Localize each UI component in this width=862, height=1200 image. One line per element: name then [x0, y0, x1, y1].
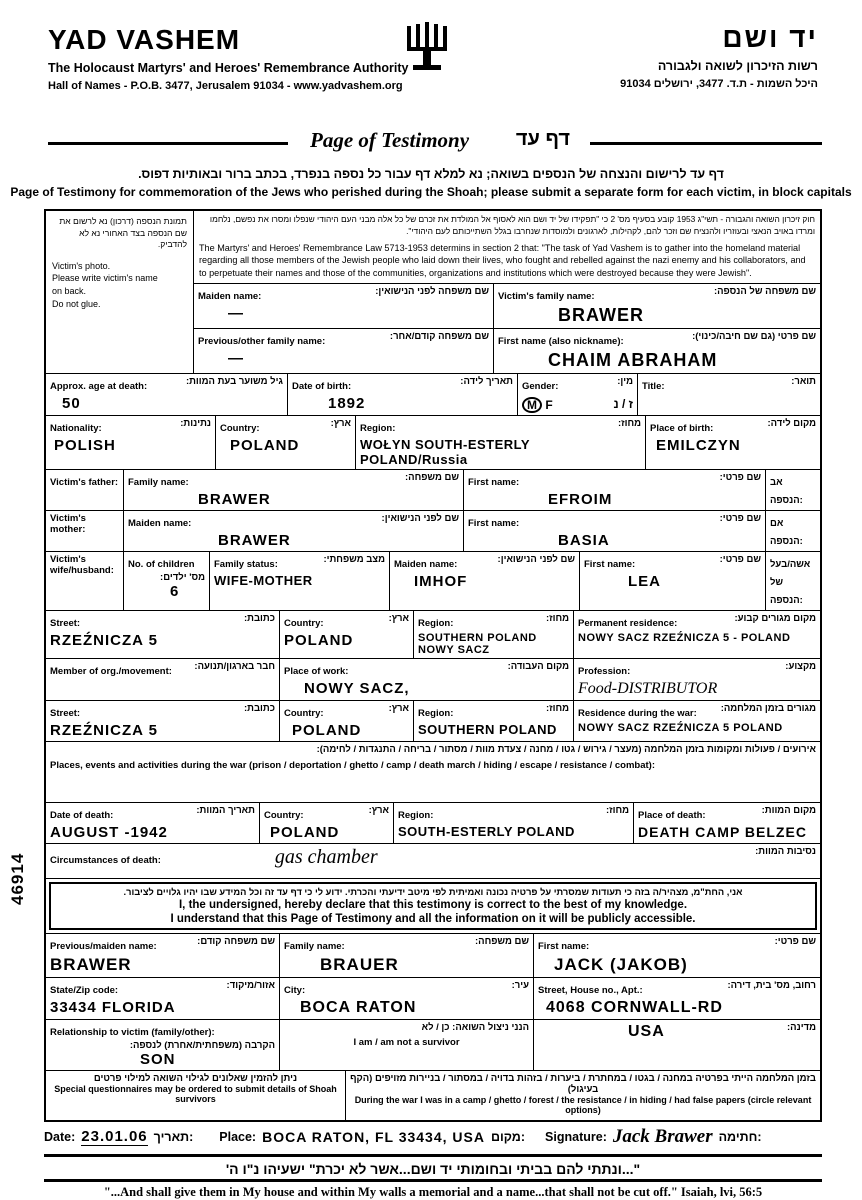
submitter-country-field[interactable] [534, 1020, 820, 1070]
region-value: WOŁYN SOUTH-ESTERLY POLAND/Russia [360, 437, 530, 468]
date-of-birth-label-he: תאריך לידה: [460, 375, 513, 387]
organization-name-en: YAD VASHEM [48, 24, 241, 55]
date-of-death-field[interactable] [46, 803, 260, 843]
gender-option-female[interactable]: F [545, 397, 553, 412]
war-experience-en: During the war I was in a camp / ghetto / forest / the resistance / in hiding / had false papers (circle relevant options) [354, 1095, 812, 1116]
title-label-he: תואר: [791, 375, 816, 387]
place-of-work-value: NOWY SACZ, [304, 680, 410, 698]
submitter-city-label-he: עיר: [511, 980, 529, 992]
previous-family-name-value: — [228, 349, 244, 367]
family-status-value: WIFE-MOTHER [214, 573, 313, 589]
place-of-death-label-en: Place of death: [638, 810, 706, 822]
country-war-label-en: Country: [284, 708, 324, 720]
residence-war-label-en: Residence during the war: [578, 708, 697, 720]
place-of-birth-label-en: Place of birth: [650, 423, 714, 435]
photo-instruction-line-1: Victim's photo. [52, 260, 111, 271]
row-questionnaire-war [46, 1071, 820, 1120]
submitter-family-name-label-en: Family name: [284, 941, 345, 953]
victim-family-name-label-en: Victim's family name: [498, 290, 595, 302]
street-war-value: RZEŹNICZA 5 [50, 722, 158, 740]
victim-first-name-field[interactable] [494, 329, 820, 373]
residence-war-value: NOWY SACZ RZEŹNICZA 5 POLAND [578, 722, 783, 735]
place-of-birth-field[interactable] [646, 416, 820, 469]
place-of-death-label-he: מקום המוות: [761, 805, 816, 817]
region-permanent-value: SOUTHERN POLAND NOWY SACZ [418, 632, 537, 657]
title-rule-right [590, 142, 822, 145]
place-of-work-label-en: Place of work: [284, 666, 349, 678]
region-war-label-he: מחוז: [545, 703, 569, 715]
street-permanent-value: RZEŹNICZA 5 [50, 632, 158, 650]
submitter-country-label-he: מדינה: [787, 1022, 816, 1034]
maiden-name-label-en: Maiden name: [198, 290, 262, 302]
header-english-block [48, 24, 408, 92]
father-row-label-en [46, 470, 124, 510]
row-relationship-survivor [46, 1020, 820, 1071]
residence-war-field[interactable] [574, 701, 820, 741]
submitter-family-name-label-he: שם משפחה: [474, 936, 529, 948]
street-permanent-label-en: Street: [50, 618, 81, 630]
place-of-work-field[interactable] [280, 659, 574, 700]
submitter-street-label-he: רחוב, מס' בית, דירה: [727, 980, 816, 992]
header-hebrew-block [620, 22, 818, 90]
date-of-death-label-en: Date of death: [50, 810, 114, 822]
children-count-field[interactable] [124, 552, 210, 610]
country-of-death-field[interactable] [260, 803, 394, 843]
street-war-field[interactable] [46, 701, 280, 741]
circumstances-label-en: Circumstances of death: [50, 855, 161, 867]
submitter-state-zip-value: 33434 FLORIDA [50, 999, 176, 1017]
questionnaire-note-en: Special questionnaires may be ordered to submit details of Shoah survivors [54, 1084, 337, 1105]
victim-first-name-label-en: First name (also nickname): [498, 335, 624, 347]
spouse-first-name-field[interactable] [580, 552, 766, 610]
family-status-field[interactable] [210, 552, 390, 610]
region-death-value: SOUTH-ESTERLY POLAND [398, 824, 575, 840]
country-label-he: ארץ: [330, 418, 351, 430]
date-of-death-label-he: תאריך המוות: [196, 805, 255, 817]
declaration-text-en-line1: I, the undersigned, hereby declare that this testimony is correct to the best of my knowledge. [178, 899, 688, 912]
father-label-he: אב הנספה: [770, 477, 803, 507]
relationship-label-en: Relationship to victim (family/other): [50, 1027, 215, 1039]
victim-family-name-value: BRAWER [558, 304, 644, 325]
region-of-birth-field[interactable] [356, 416, 646, 469]
country-permanent-field[interactable] [280, 611, 414, 658]
profession-label-en: Profession: [578, 666, 631, 678]
mother-maiden-label-en: Maiden name: [128, 518, 192, 530]
father-family-name-value: BRAWER [198, 491, 271, 509]
declaration-box [49, 882, 817, 930]
place-of-death-value: DEATH CAMP BELZEC [638, 824, 807, 841]
maiden-name-value: — [228, 304, 244, 322]
spouse-label-en: Victim's wife/husband: [50, 554, 114, 577]
declaration-text-en-line2: I understand that this Page of Testimony and all the information on it will be publicly accessible. [170, 913, 696, 926]
mother-first-label-en: First name: [468, 518, 520, 530]
submitter-previous-maiden-label-en: Previous/maiden name: [50, 941, 157, 953]
member-org-field[interactable] [46, 659, 280, 700]
signature-label-he: חתימה: [718, 1130, 762, 1145]
region-permanent-label-he: מחוז: [545, 613, 569, 625]
declaration-text-he: אני, החת"מ, מצהיר/ה בזה כי תעודות שמסרתי על פרטיה נכונה ואמיתית לפי מיטב ידיעתי והכרתי. ידוע לי כי דף עד זה וכל המידע שבו יהיו גלויים לציבור. [123, 887, 743, 898]
war-experience-options[interactable] [346, 1071, 820, 1120]
document-title-row [48, 126, 822, 160]
spouse-maiden-name-field[interactable] [390, 552, 580, 610]
photo-instruction-line-3: on back. [52, 285, 87, 296]
submitter-street-label-en: Street, House no., Apt.: [538, 985, 643, 997]
menorah-logo-icon [401, 20, 461, 81]
permanent-residence-field[interactable] [574, 611, 820, 658]
row-declaration [46, 879, 820, 934]
father-label-en: Victim's father: [50, 477, 119, 489]
organization-address-en: Hall of Names - P.O.B. 3477, Jerusalem 91034 - www.yadvashem.org [48, 80, 403, 92]
gender-option-male[interactable]: M [522, 397, 542, 414]
footer-quote-he: "...ונתתי להם בביתי ובחומותי יד ושם...אשר לא יכרת" ישעיהו נ"ו ה' [225, 1161, 641, 1178]
region-death-label-he: מחוז: [605, 805, 629, 817]
row-death [46, 803, 820, 844]
row-war-residence [46, 701, 820, 742]
nationality-label-en: Nationality: [50, 423, 102, 435]
questionnaire-note-he: ניתן להזמין שאלונים לגילוי השואה למילוי פרטים [93, 1073, 298, 1085]
submitter-state-zip-label-en: State/Zip code: [50, 985, 119, 997]
mother-first-name-field[interactable] [464, 511, 766, 551]
war-events-field[interactable] [46, 742, 820, 802]
street-war-label-en: Street: [50, 708, 81, 720]
profession-value: Food-DISTRIBUTOR [578, 680, 718, 698]
submitter-city-field[interactable] [280, 978, 534, 1019]
submitter-state-zip-field[interactable] [46, 978, 280, 1019]
submitter-city-label-en: City: [284, 985, 306, 997]
form-top-block [46, 211, 820, 374]
relationship-field[interactable] [46, 1020, 280, 1070]
children-count-label-en: No. of children [128, 559, 195, 571]
country-permanent-label-he: ארץ: [388, 613, 409, 625]
age-at-death-label-en: Approx. age at death: [50, 380, 148, 392]
previous-family-name-label-he: שם משפחה קודם/אחר: [389, 330, 489, 342]
spouse-maiden-label-en: Maiden name: [394, 559, 458, 571]
region-death-label-en: Region: [398, 810, 434, 822]
page-title-he: דף עד [515, 128, 570, 150]
submitter-family-name-field[interactable] [280, 934, 534, 977]
date-of-birth-label-en: Date of birth: [292, 380, 352, 392]
region-of-death-field[interactable] [394, 803, 634, 843]
place-of-birth-value: EMILCZYN [656, 437, 741, 455]
victim-first-name-value: CHAIM ABRAHAM [548, 349, 718, 370]
row-work-profession [46, 659, 820, 701]
war-events-label-en: Places, events and activities during the war (prison / deportation / ghetto / camp / death march / hiding / escape / resistance / combat): [50, 760, 655, 772]
organization-name-he: יד ושם [722, 22, 818, 53]
place-of-work-label-he: מקום העבודה: [507, 661, 569, 673]
date-of-birth-value: 1892 [328, 394, 366, 412]
submitter-previous-maiden-value: BRAWER [50, 955, 132, 975]
region-label-en: Region: [360, 423, 396, 435]
permanent-residence-label-en: Permanent residence: [578, 618, 678, 630]
father-label-he-cell [766, 470, 820, 510]
testimony-form [44, 209, 822, 1122]
father-first-label-en: First name: [468, 477, 520, 489]
region-war-value: SOUTHERN POLAND [418, 722, 557, 738]
submitter-street-field[interactable] [534, 978, 820, 1019]
spouse-maiden-label-he: שם לפני הנישואין: [497, 554, 575, 566]
residence-war-label-he: מגורים בזמן המלחמה: [720, 703, 816, 715]
organization-subtitle-he: רשות הזיכרון לשואה ולגבורה [657, 59, 818, 73]
war-experience-he: בזמן המלחמה הייתי בפרטיה במחנה / בגטו / במחתרת / ביערות / בזהות בדויה / במסתור / בניירות מזויפים (הקף בעיגול) [350, 1073, 816, 1096]
submitter-state-zip-label-he: אזור/מיקוד: [226, 980, 275, 992]
photo-instruction-line-4: Do not glue. [52, 298, 101, 309]
region-war-field[interactable] [414, 701, 574, 741]
region-label-he: מחוז: [617, 418, 641, 430]
member-org-label-he: חבר בארגון/תנועה: [194, 661, 275, 673]
age-at-death-value: 50 [62, 394, 81, 412]
permanent-residence-label-he: מקום מגורים קבוע: [734, 613, 816, 625]
circumstances-field[interactable] [46, 844, 820, 878]
lead-instruction-en: Page of Testimony for commemoration of the Jews who perished during the Shoah; please submit a separate form for each victim, in block capitals [10, 185, 852, 199]
gender-label-he: מין: [617, 375, 633, 387]
row-first-names [194, 329, 820, 373]
signature-label-en: Signature: [545, 1130, 607, 1145]
submitter-country-value: USA [628, 1023, 665, 1041]
date-label-he: תאריך: [153, 1130, 194, 1145]
photo-instructions-en [52, 260, 187, 310]
row-permanent-residence [46, 611, 820, 659]
document-header [0, 0, 862, 120]
organization-address-he: היכל השמות - ת.ד. 3477, ירושלים 91034 [620, 78, 818, 90]
country-death-value: POLAND [270, 824, 340, 842]
nationality-label-he: נתינות: [180, 418, 211, 430]
submitter-first-name-value: JACK (JAKOB) [554, 955, 688, 975]
row-submitter-names [46, 934, 820, 978]
gender-label-en: Gender: [522, 380, 559, 392]
place-label-he: מקום: [490, 1130, 526, 1145]
mother-maiden-label-he: שם לפני הנישואין: [381, 513, 459, 525]
country-permanent-label-en: Country: [284, 618, 324, 630]
mother-first-name-value: BASIA [558, 532, 610, 550]
questionnaire-note [46, 1071, 346, 1120]
mother-row-label-en [46, 511, 124, 551]
row-age-dob-gender [46, 374, 820, 417]
family-status-label-he: מצב משפחתי: [323, 554, 385, 566]
title-label-en: Title: [642, 380, 665, 392]
row-submitter-address [46, 978, 820, 1020]
country-war-field[interactable] [280, 701, 414, 741]
father-family-label-he: שם משפחה: [404, 472, 459, 484]
submitter-previous-maiden-field[interactable] [46, 934, 280, 977]
mother-label-he-cell [766, 511, 820, 551]
submitter-city-value: BOCA RATON [300, 999, 417, 1017]
page-title-en: Page of Testimony [310, 128, 470, 152]
mother-label-en: Victim's mother: [50, 513, 86, 536]
place-of-birth-label-he: מקום לידה: [767, 418, 816, 430]
victim-family-name-label-he: שם משפחה של הנספה: [713, 285, 816, 297]
footer-quote-block [44, 1154, 822, 1200]
title-field[interactable] [638, 374, 820, 416]
survivor-label-he: הנני ניצול השואה: כן / לא [421, 1022, 529, 1034]
row-father [46, 470, 820, 511]
gender-options-he: ז / נ [613, 396, 633, 411]
title-rule-left [48, 142, 288, 145]
archive-side-code: 46914 [8, 852, 27, 905]
war-events-label-he: אירועים / פעולות ומקומות בזמן המלחמה (מעצר / גירוש / גטו / מחנה / צעדת מוות / מסתור / בריחה / התנגדות / לחימה): [316, 744, 816, 756]
father-family-label-en: Family name: [128, 477, 189, 489]
law-and-names-block [194, 211, 820, 373]
submitter-previous-maiden-label-he: שם משפחה קודם: [197, 936, 275, 948]
country-war-label-he: ארץ: [388, 703, 409, 715]
region-permanent-field[interactable] [414, 611, 574, 658]
gender-field[interactable] [518, 374, 638, 416]
permanent-residence-value: NOWY SACZ RZEŹNICZA 5 - POLAND [578, 632, 791, 645]
street-permanent-label-he: כתובת: [243, 613, 275, 625]
age-at-death-label-he: גיל משוער בעת המוות: [185, 375, 283, 387]
victim-first-name-label-he: שם פרטי (גם שם חיבה/כינוי): [692, 330, 816, 342]
father-first-name-field[interactable] [464, 470, 766, 510]
nationality-field[interactable] [46, 416, 216, 469]
row-family-names [194, 284, 820, 329]
spouse-maiden-name-value: IMHOF [414, 573, 468, 591]
photo-instructions-he: תמונת הנספה (דרכון) נא לרשום את שם הנספה בצד האחורי נא לא להדביק. [59, 216, 187, 250]
family-status-label-en: Family status: [214, 559, 278, 571]
mother-maiden-name-field[interactable] [124, 511, 464, 551]
date-value: 23.01.06 [81, 1128, 148, 1146]
footer-quote-en: "...And shall give them in My house and within My walls a memorial and a name...that shall not be cut off." Isaiah, lvi, 56:5 [103, 1185, 763, 1200]
submitter-first-name-label-he: שם פרטי: [774, 936, 816, 948]
country-war-value: POLAND [292, 722, 362, 740]
spouse-first-label-he: שם פרטי: [719, 554, 761, 566]
date-of-death-value: AUGUST -1942 [50, 824, 168, 842]
law-text-he: חוק זיכרון השואה והגבורה - תשי"ג 1953 קובע בסעיף מס' 2 כי "תפקידו של יד ושם הוא לאסוף אל המולדת את זכרם של כל אלה מבני העם היהודי שנפלו ומסרו את נפשם, נלחמו ומרדו באויב הנאצי ובעוזריו ולהנציח שם וזכר להם, לקהילות, לארגונים ולמוסדות שנחרבו בגלל השתייכותם לעם היהודי". [209, 214, 815, 236]
circumstances-label-he: נסיבות המוות: [755, 846, 816, 858]
row-spouse [46, 552, 820, 611]
victim-family-name-field[interactable] [494, 284, 820, 328]
submitter-first-name-field[interactable] [534, 934, 820, 977]
place-label-en: Place: [219, 1130, 257, 1145]
row-nationality-birthplace [46, 416, 820, 470]
place-of-death-field[interactable] [634, 803, 820, 843]
country-label-en: Country: [220, 423, 260, 435]
mother-maiden-name-value: BRAWER [218, 532, 291, 550]
relationship-label-he: הקרבה (משפחתית/אחרת) לנספה: [129, 1040, 275, 1052]
nationality-value: POLISH [54, 437, 116, 455]
maiden-name-label-he: שם משפחה לפני הנישואין: [375, 285, 489, 297]
profession-field[interactable] [574, 659, 820, 700]
signature-row [44, 1126, 822, 1148]
previous-family-name-label-en: Previous/other family name: [198, 335, 326, 347]
organization-subtitle-en: The Holocaust Martyrs' and Heroes' Remembrance Authority [48, 61, 409, 75]
declaration-block [46, 879, 820, 933]
row-mother [46, 511, 820, 552]
maiden-name-field[interactable] [194, 284, 494, 328]
spouse-label-he: אשה/בעל של הנספה: [770, 559, 811, 607]
father-family-name-field[interactable] [124, 470, 464, 510]
father-first-name-value: EFROIM [548, 491, 613, 509]
relationship-value: SON [140, 1051, 176, 1069]
mother-label-he: אם הנספה: [770, 518, 803, 548]
date-label-en: Date: [44, 1130, 76, 1145]
country-value: POLAND [230, 437, 300, 455]
region-war-label-en: Region: [418, 708, 454, 720]
survivor-field[interactable] [280, 1020, 534, 1070]
country-death-label-en: Country: [264, 810, 304, 822]
age-at-death-field[interactable] [46, 374, 288, 416]
father-first-label-he: שם פרטי: [719, 472, 761, 484]
row-circumstances [46, 844, 820, 879]
spouse-label-he-cell [766, 552, 820, 610]
spouse-first-name-value: LEA [628, 573, 661, 591]
children-count-value: 6 [170, 583, 180, 601]
country-of-birth-field[interactable] [216, 416, 356, 469]
lead-instruction-he: דף עד לרישום והנצחה של הנספים בשואה; נא למלא דף עבור כל נספה בנפרד, בכתב ברור ובאותיות דפוס. [138, 167, 724, 181]
submitter-family-name-value: BRAUER [320, 955, 399, 975]
signature-value: Jack Brawer [612, 1126, 713, 1148]
member-org-label-en: Member of org./movement: [50, 666, 172, 678]
submitter-first-name-label-en: First name: [538, 941, 590, 953]
region-permanent-label-en: Region: [418, 618, 454, 630]
survivor-label-en: I am / am not a survivor [353, 1037, 460, 1049]
spouse-first-label-en: First name: [584, 559, 636, 571]
date-of-birth-field[interactable] [288, 374, 518, 416]
law-text-en: The Martyrs' and Heroes' Remembrance Law 5713-1953 determins in section 2 that: "The task of Yad Vashem is to gather into the homeland material regarding all those members of the Jewish people who laid down their lives, who fought and rebelled against the nazi enemy and his collaborators, and to perpetuate their names and those of the communities, organizations and institutions which were destroyed because they were Jewish". [194, 240, 820, 284]
spouse-row-label-en [46, 552, 124, 610]
country-death-label-he: ארץ: [368, 805, 389, 817]
previous-family-name-field[interactable] [194, 329, 494, 373]
circumstances-value: gas chamber [274, 846, 378, 869]
victim-photo-box[interactable] [46, 211, 194, 373]
photo-instruction-line-2: Please write victim's name [52, 273, 158, 284]
children-count-label-he: מס' ילדים: [160, 572, 205, 584]
place-value: BOCA RATON, FL 33434, USA [262, 1129, 485, 1146]
profession-label-he: מקצוע: [785, 661, 816, 673]
row-war-events [46, 742, 820, 803]
street-permanent-field[interactable] [46, 611, 280, 658]
submitter-street-value: 4068 CORNWALL-RD [546, 999, 723, 1017]
country-permanent-value: POLAND [284, 632, 354, 650]
street-war-label-he: כתובת: [243, 703, 275, 715]
mother-first-label-he: שם פרטי: [719, 513, 761, 525]
